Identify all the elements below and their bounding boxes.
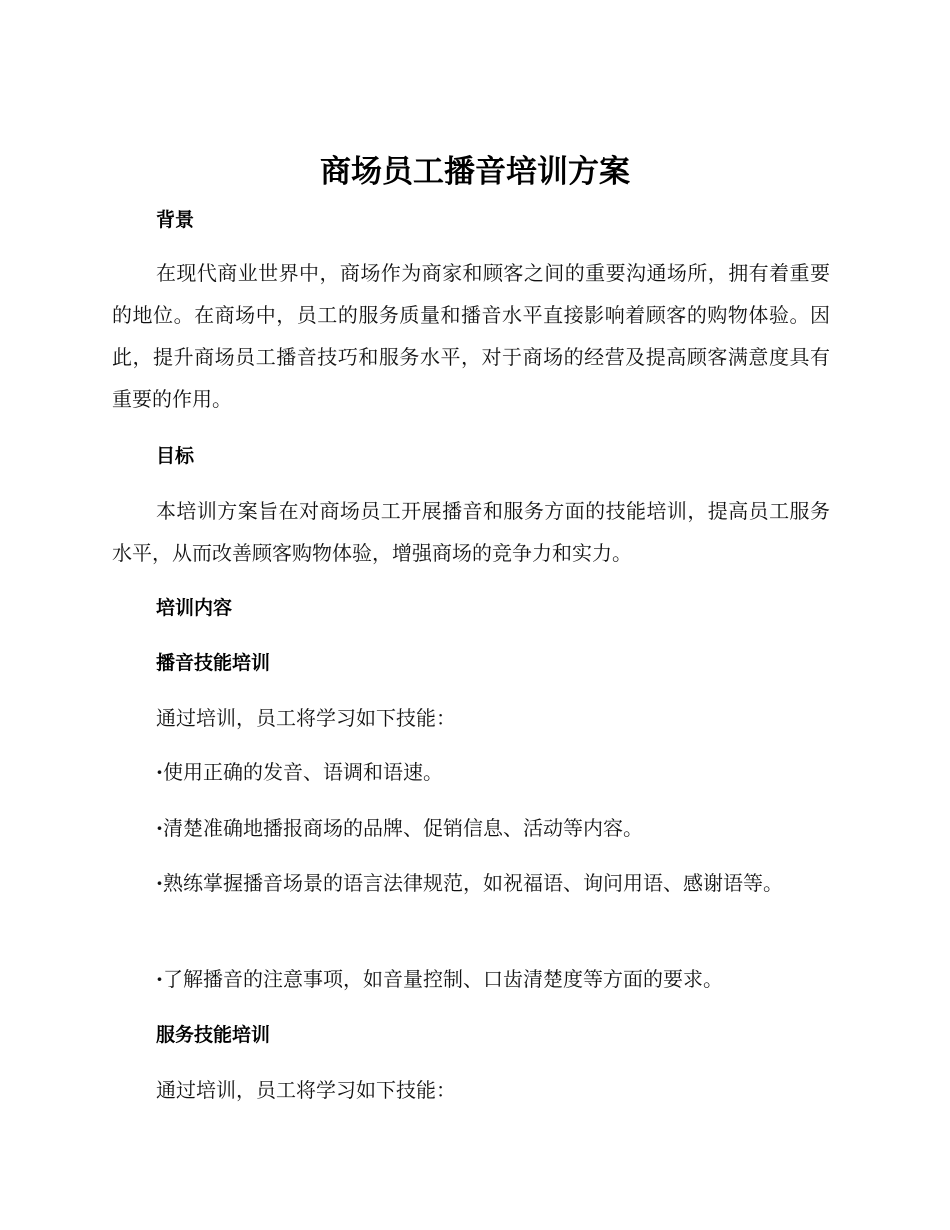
section-heading-broadcast-skills: 播音技能培训 xyxy=(156,652,271,674)
list-item xyxy=(112,807,830,849)
section-heading-training-content: 培训内容 xyxy=(156,597,233,619)
background-paragraph: 在现代商业世界中，商场作为商家和顾客之间的重要沟通场所，拥有着重要的地位。在商场中，员工的服务质量和播音水平直接影响着顾客的购物体验。因此，提升商场员工播音技巧和服务水平，对于商场的经营及提高顾客满意度具有重要的作用。 xyxy=(112,261,830,411)
bullet-icon: · xyxy=(156,816,163,840)
goal-paragraph: 本培训方案旨在对商场员工开展播音和服务方面的技能培训，提高员工服务水平，从而改善顾客购物体验，增强商场的竞争力和实力。 xyxy=(112,499,830,565)
broadcast-intro: 通过培训，员工将学习如下技能： xyxy=(156,706,456,730)
list-item xyxy=(112,958,830,1000)
bullet-icon: · xyxy=(156,871,163,895)
list-item-text: 清楚准确地播报商场的品牌、促销信息、活动等内容。 xyxy=(162,816,643,840)
section-heading-service-skills: 服务技能培训 xyxy=(156,1024,271,1046)
service-intro: 通过培训，员工将学习如下技能： xyxy=(156,1078,456,1102)
section-heading-goal: 目标 xyxy=(156,445,195,467)
bullet-icon: · xyxy=(156,967,163,991)
bullet-icon: · xyxy=(156,760,163,784)
list-item xyxy=(112,862,802,904)
list-item-text: 熟练掌握播音场景的语言法律规范，如祝福语、询问用语、感谢语等。 xyxy=(162,871,783,895)
list-item-text: 了解播音的注意事项，如音量控制、口齿清楚度等方面的要求。 xyxy=(162,967,723,991)
list-item xyxy=(112,751,830,793)
document-title: 商场员工播音培训方案 xyxy=(320,154,630,190)
section-heading-background: 背景 xyxy=(156,209,195,231)
list-item-text: 使用正确的发音、语调和语速。 xyxy=(162,760,443,784)
